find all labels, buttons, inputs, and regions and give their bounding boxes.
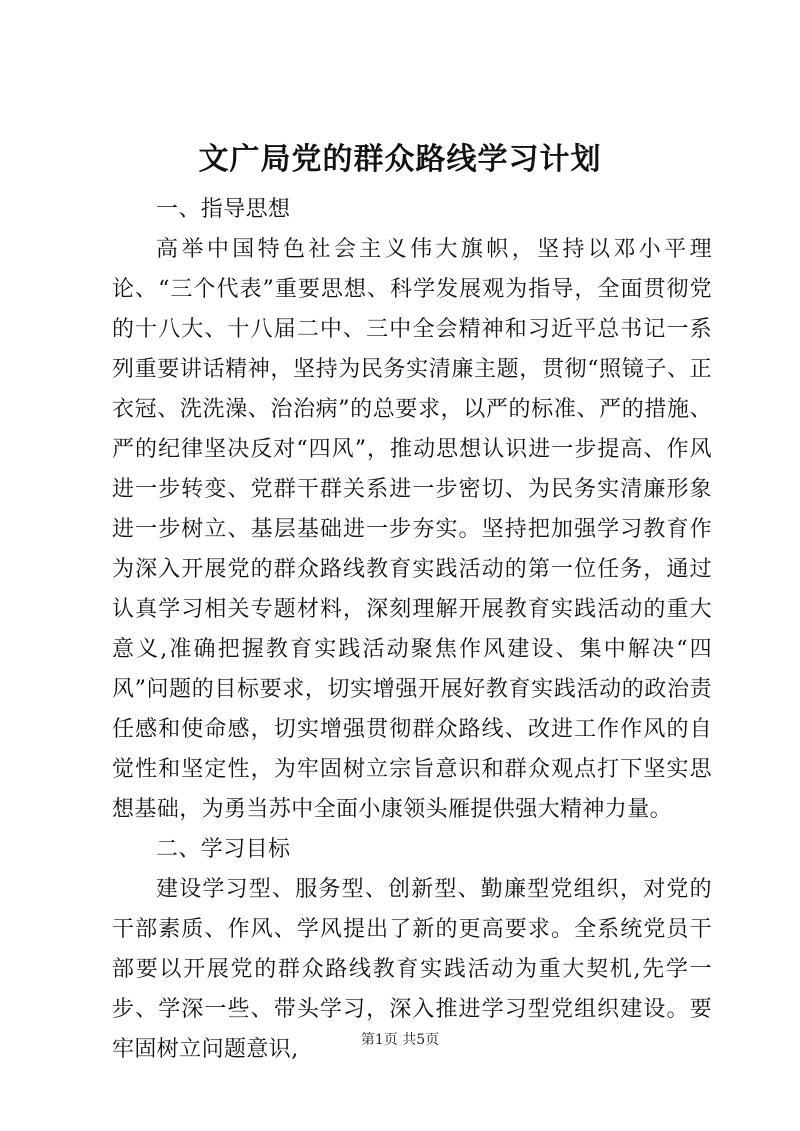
section-heading-guiding-ideology: 一、指导思想: [156, 197, 291, 222]
page-footer: 第1页 共5页: [360, 1032, 440, 1048]
document-body: [112, 190, 712, 1070]
section-heading-study-goals: 二、学习目标: [156, 837, 291, 862]
paragraph-guiding-ideology: 高举中国特色社会主义伟大旗帜，坚持以邓小平理论、“三个代表”重要思想、科学发展观为指导，全面贯彻党的十八大、十八届二中、三中全会精神和习近平总书记一系列重要讲话精神，坚持为民务实清廉主题，贯彻“照镜子、正衣冠、洗洗澡、治治病”的总要求，以严的标准、严的措施、严的纪律坚决反对“四风”，推动思想认识进一步提高、作风进一步转变、党群干群关系进一步密切、为民务实清廉形象进一步树立、基层基础进一步夯实。坚持把加强学习教育作为深入开展党的群众路线教育实践活动的第一位任务，通过认真学习相关专题材料，深刻理解开展教育实践活动的重大意义,准确把握教育实践活动聚焦作风建设、集中解决“四风”问题的目标要求，切实增强开展好教育实践活动的政治责任感和使命感，切实增强贯彻群众路线、改进工作作风的自觉性和坚定性，为牢固树立宗旨意识和群众观点打下坚实思想基础，为勇当苏中全面小康领头雁提供强大精神力量。: [112, 237, 712, 822]
paragraph-study-goals: 建设学习型、服务型、创新型、勤廉型党组织，对党的干部素质、作风、学风提出了新的更高要求。全系统党员干部要以开展党的群众路线教育实践活动为重大契机,先学一步、学深一些、带头学习，深入推进学习型党组织建设。要牢固树立问题意识,: [112, 877, 712, 1062]
document-title: 文广局党的群众路线学习计划: [198, 142, 602, 177]
